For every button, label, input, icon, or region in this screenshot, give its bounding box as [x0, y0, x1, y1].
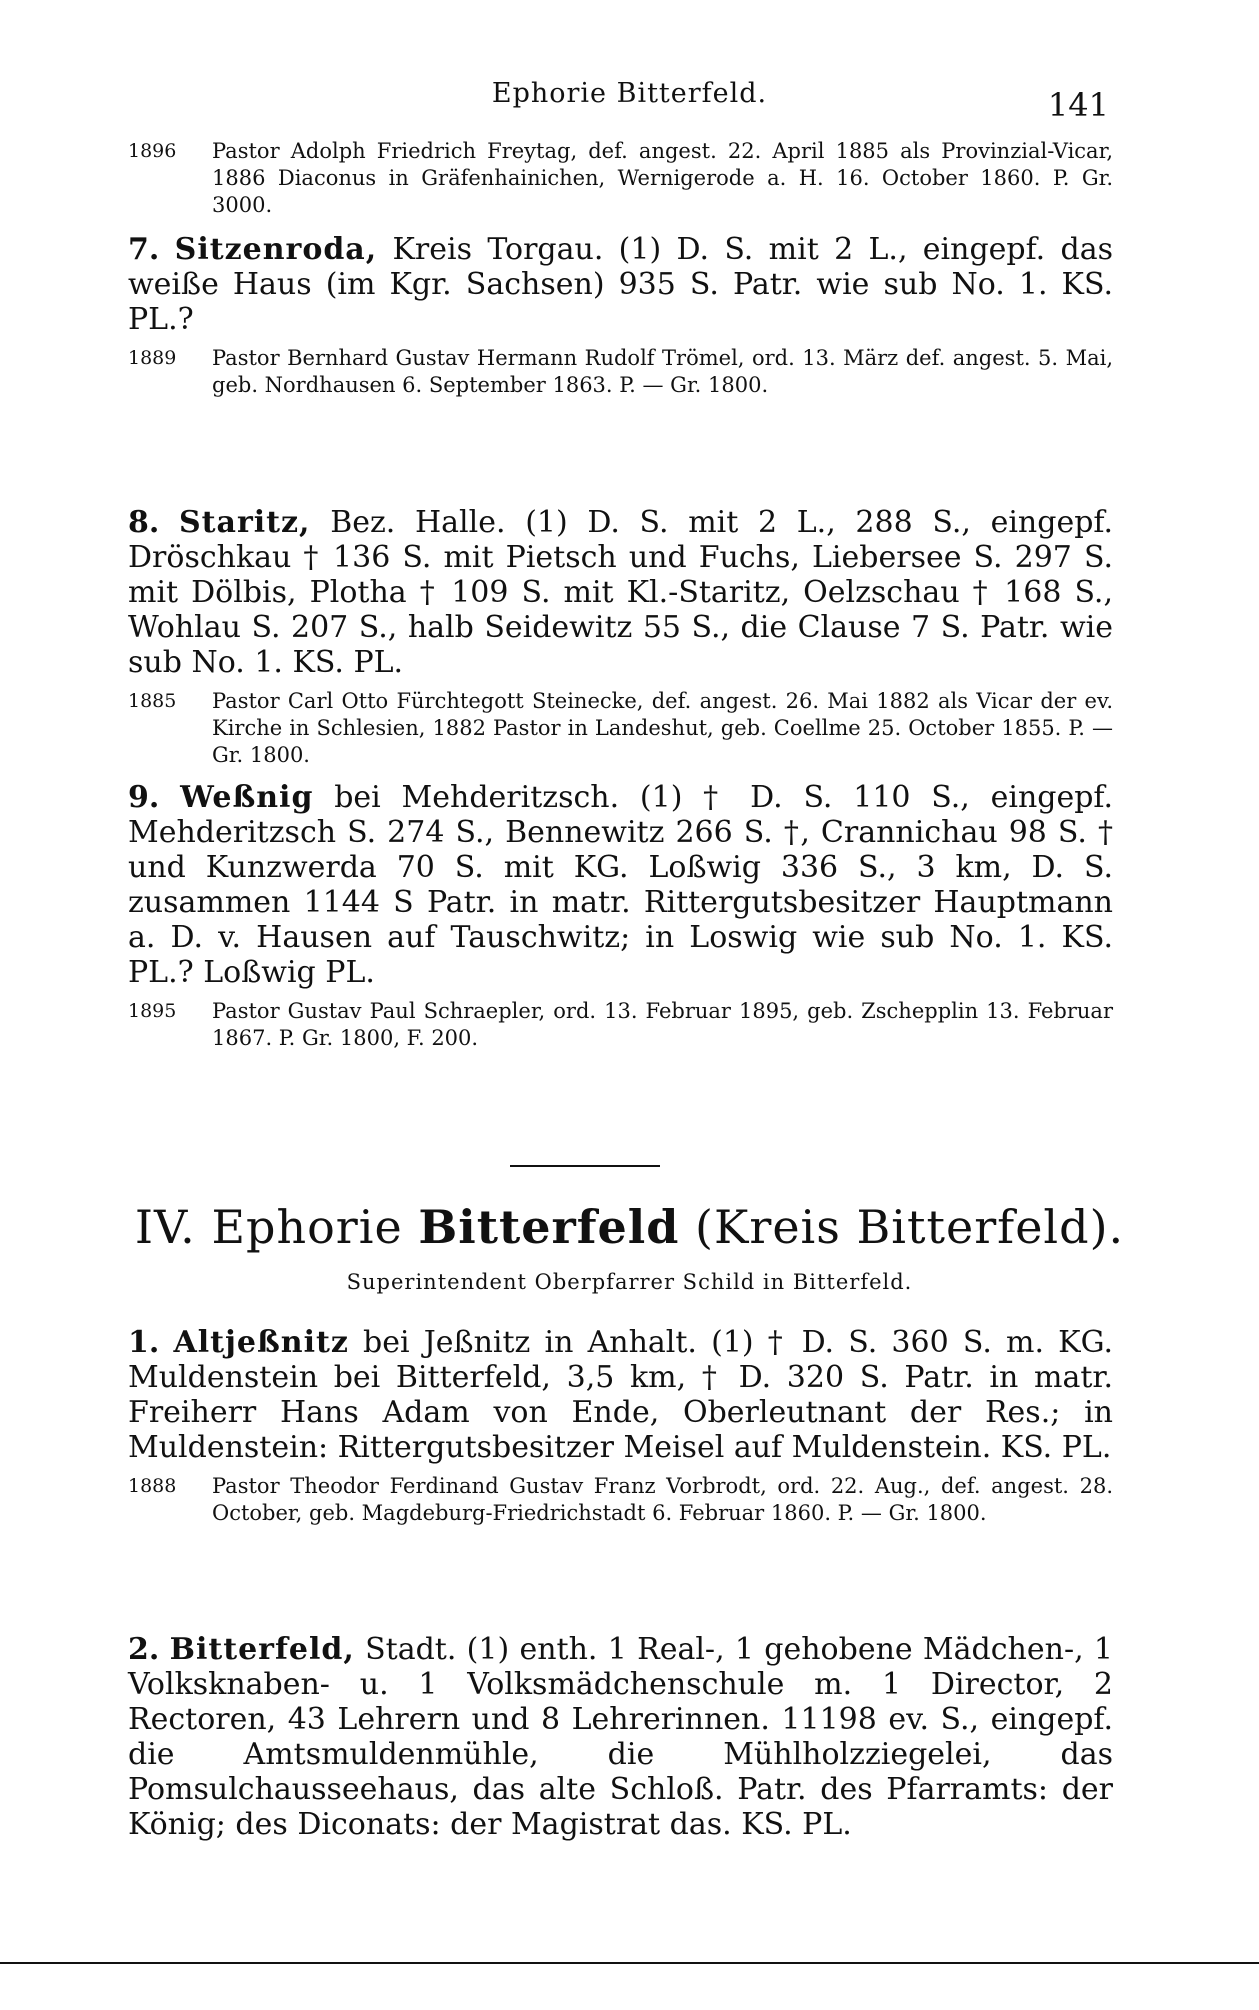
- parish-entry-9: [128, 780, 1113, 1052]
- entry-number: 7.: [128, 232, 160, 267]
- entry-number: 8.: [128, 505, 160, 540]
- pastor-year: 1896: [128, 140, 177, 162]
- pastor-year: 1885: [128, 690, 177, 712]
- section-word: Ephorie: [211, 1200, 403, 1254]
- pastor-text: Pastor Adolph Friedrich Freytag, def. angest. 22. April 1885 als Provinzial-Vicar, 1886 Diaconus in Gräfenhainichen, Wernigerode a. H. 16. October 1860. P. Gr. 3000.: [212, 139, 1113, 217]
- place-name: Sitzenroda,: [174, 232, 378, 267]
- parish-entry-7: [128, 232, 1113, 399]
- pastor-year: 1895: [128, 1000, 177, 1022]
- parish-entry-1: [128, 1325, 1113, 1527]
- page-number: 141: [1047, 86, 1109, 124]
- place-name: Altjeßnitz: [173, 1325, 349, 1360]
- pastor-text: Pastor Theodor Ferdinand Gustav Franz Vorbrodt, ord. 22. Aug., def. angest. 28. October, geb. Magdeburg-Friedrichstadt 6. Februar 1860. P. — Gr. 1800.: [212, 1474, 1113, 1525]
- parish-entry-2: [128, 1632, 1113, 1842]
- pastor-text: Pastor Carl Otto Fürchtegott Steinecke, def. angest. 26. Mai 1882 als Vicar der ev. Kirche in Schlesien, 1882 Pastor in Landeshut, geb. Coellme 25. October 1855. P. — Gr. 1800.: [212, 689, 1113, 767]
- running-head: Ephorie Bitterfeld.: [491, 78, 768, 109]
- entry-text: Bez. Halle. (1) D. S. mit 2 L., 288 S., eingepf. Dröschkau † 136 S. mit Pietsch und Fuchs, Liebersee S. 297 S. mit Dölbis, Plotha † 109 S. mit Kl.-Staritz, Oelzschau † 168 S., Wohlau S. 207 S., halb Seidewitz 55 S., die Clause 7 S. Patr. wie sub No. 1. KS. PL.: [128, 505, 1113, 680]
- entry-number: 9.: [128, 780, 160, 815]
- section-roman: IV.: [134, 1200, 196, 1254]
- entry-text: bei Jeßnitz in Anhalt. (1) † D. S. 360 S. m. KG. Muldenstein bei Bitterfeld, 3,5 km, † D. 320 S. Patr. in matr. Freiherr Hans Adam von Ende, Oberleutnant der Res.; in Muldenstein: Rittergutsbesitzer Meisel auf Muldenstein. KS. PL.: [128, 1325, 1114, 1465]
- pastor-text: Pastor Bernhard Gustav Hermann Rudolf Trömel, ord. 13. März def. angest. 5. Mai, geb. Nordhausen 6. September 1863. P. — Gr. 1800.: [212, 346, 1113, 397]
- entry-number: 1.: [128, 1325, 160, 1360]
- section-title: [0, 1200, 1259, 1254]
- entry-text: Stadt. (1) enth. 1 Real-, 1 gehobene Mädchen-, 1 Volksknaben- u. 1 Volksmädchenschule m. 1 Director, 2 Rectoren, 43 Lehrern und 8 Lehrerinnen. 11198 ev. S., eingepf. die Amtsmuldenmühle, die Mühlholzziegelei, das Pomsulchausseehaus, das alte Schloß. Patr. des Pfarramts: der König; des Diconats: der Magistrat das. KS. PL.: [128, 1632, 1113, 1842]
- bottom-rule: [0, 1962, 1259, 1964]
- parish-entry-8: [128, 505, 1113, 769]
- place-name: Staritz,: [179, 505, 311, 540]
- section-divider: [510, 1165, 660, 1167]
- section-suffix: (Kreis Bitterfeld).: [695, 1200, 1125, 1254]
- section-name: Bitterfeld: [418, 1200, 680, 1254]
- entry-number: 2.: [128, 1632, 160, 1667]
- superintendent-line: Superintendent Oberpfarrer Schild in Bitterfeld.: [346, 1270, 913, 1294]
- place-name: Weßnig: [180, 780, 314, 815]
- pastor-entry-top: [128, 138, 1113, 219]
- pastor-year: 1888: [128, 1475, 177, 1497]
- pastor-text: Pastor Gustav Paul Schraepler, ord. 13. Februar 1895, geb. Zschepplin 13. Februar 1867. P. Gr. 1800, F. 200.: [212, 999, 1113, 1050]
- entry-text: bei Mehderitzsch. (1) † D. S. 110 S., eingepf. Mehderitzsch S. 274 S., Bennewitz 266 S. †, Crannichau 98 S. † und Kunzwerda 70 S. mit KG. Loßwig 336 S., 3 km, D. S. zusammen 1144 S Patr. in matr. Rittergutsbesitzer Hauptmann a. D. v. Hausen auf Tauschwitz; in Loswig wie sub No. 1. KS. PL.? Loßwig PL.: [128, 780, 1113, 990]
- entry-text: Kreis Torgau. (1) D. S. mit 2 L., eingepf. das weiße Haus (im Kgr. Sachsen) 935 S. Patr. wie sub No. 1. KS. PL.?: [128, 232, 1113, 337]
- place-name: Bitterfeld,: [169, 1632, 355, 1667]
- pastor-year: 1889: [128, 347, 177, 369]
